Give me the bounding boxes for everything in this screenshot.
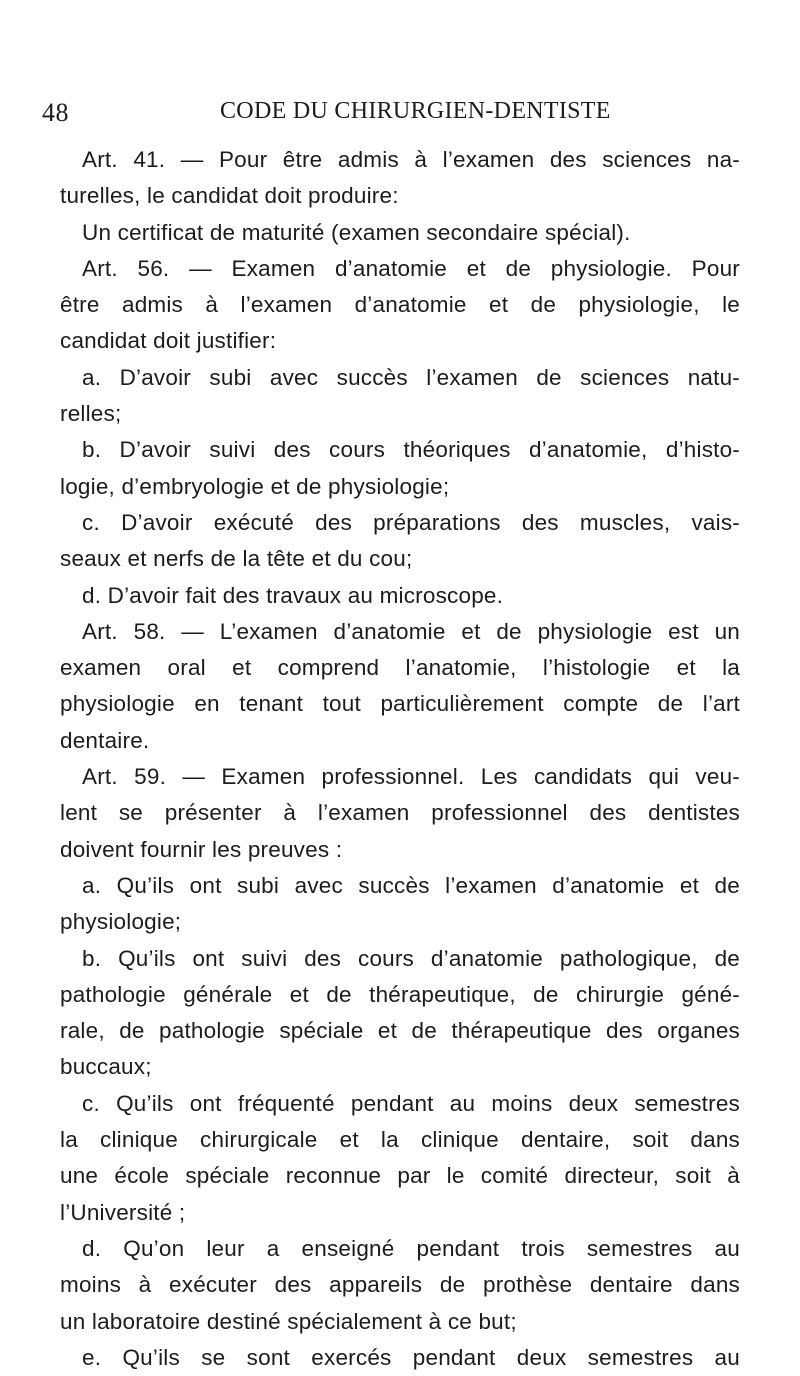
text-line: rale, de pathologie spéciale et de thérapeutique des organes (60, 1018, 740, 1044)
text-line: physiologie en tenant tout particulièrement compte de l’art (60, 691, 740, 717)
text-line: Un certificat de maturité (examen secondaire spécial). (82, 219, 631, 245)
page-header (40, 98, 760, 138)
text-line: c. D’avoir exécuté des préparations des muscles, vais- (82, 509, 740, 535)
text-line: l’Université ; (60, 1199, 186, 1225)
text-line: Art. 41. — Pour être admis à l’examen des sciences na- (82, 147, 740, 172)
running-head: CODE DU CHIRURGIEN-DENTISTE (220, 98, 611, 124)
text-line: b. D’avoir suivi des cours théoriques d’anatomie, d’histo- (82, 437, 740, 463)
text-line: moins à exécuter des appareils de prothèse dentaire dans (60, 1272, 740, 1298)
text-line: physiologie; (60, 909, 182, 935)
text-line: c. Qu’ils ont fréquenté pendant au moins deux semestres (82, 1090, 740, 1116)
text-line: lent se présenter à l’examen professionnel des dentistes (60, 800, 740, 826)
text-line: relles; (60, 401, 122, 427)
text-line: logie, d’embryologie et de physiologie; (60, 473, 450, 499)
text-line: candidat doit justifier: (60, 328, 277, 354)
text-line: seaux et nerfs de la tête et du cou; (60, 546, 413, 572)
text-line: pathologie générale et de thérapeutique, de chirurgie géné- (60, 981, 740, 1007)
text-line: e. Qu’ils se sont exercés pendant deux semestres au (82, 1344, 740, 1370)
body-text (60, 142, 740, 1376)
text-line: buccaux; (60, 1054, 152, 1080)
text-line: être admis à l’examen d’anatomie et de physiologie, le (60, 292, 740, 318)
text-line: turelles, le candidat doit produire: (60, 183, 399, 209)
text-line: un laboratoire destiné spécialement à ce but; (60, 1308, 517, 1334)
text-line: a. D’avoir subi avec succès l’examen de sciences natu- (82, 364, 740, 390)
text-line: Art. 59. — Examen professionnel. Les candidats qui veu- (82, 764, 740, 790)
text-line: examen oral et comprend l’anatomie, l’histologie et la (60, 655, 740, 681)
text-line: a. Qu’ils ont subi avec succès l’examen d’anatomie et de (82, 872, 740, 898)
text-line: d. Qu’on leur a enseigné pendant trois semestres au (82, 1235, 740, 1261)
text-line: doivent fournir les preuves : (60, 836, 343, 862)
text-line: Art. 58. — L’examen d’anatomie et de physiologie est un (82, 618, 740, 644)
page-number: 48 (42, 98, 69, 127)
text-line: dentaire. (60, 727, 150, 753)
text-line: Art. 56. — Examen d’anatomie et de physiologie. Pour (82, 255, 740, 281)
text-line: une école spéciale reconnue par le comité directeur, soit à (60, 1163, 740, 1189)
text-line: d. D’avoir fait des travaux au microscope. (82, 582, 504, 608)
text-line: b. Qu’ils ont suivi des cours d’anatomie pathologique, de (82, 945, 740, 971)
text-line: la clinique chirurgicale et la clinique dentaire, soit dans (60, 1127, 740, 1153)
